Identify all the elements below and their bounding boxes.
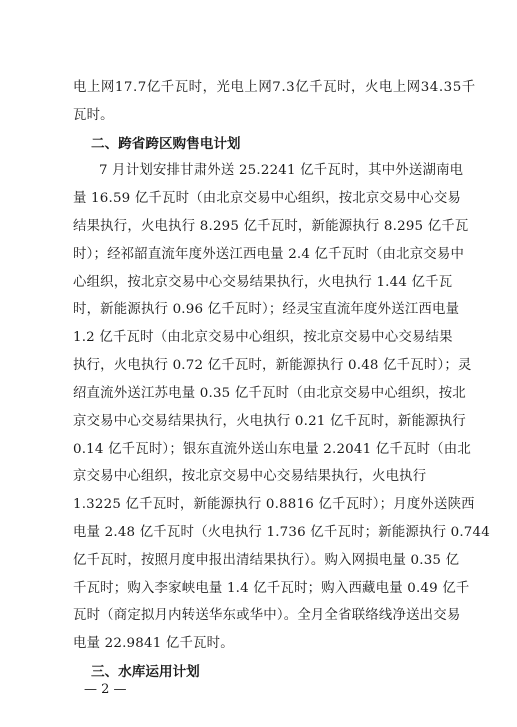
- page-number: — 2 —: [84, 682, 127, 697]
- body-text-line: 时）；经祁韶直流年度外送江西电量 2.4 亿千瓦时（由北京交易中: [73, 247, 465, 262]
- body-text-line: 电量 2.48 亿千瓦时（火电执行 1.736 亿千瓦时；新能源执行 0.744: [73, 525, 490, 540]
- body-text-line: 瓦时。: [73, 108, 114, 123]
- body-text-line: 千瓦时；购入李家峡电量 1.4 亿千瓦时；购入西藏电量 0.49 亿千: [73, 581, 470, 596]
- body-text-line: 1.2 亿千瓦时（由北京交易中心组织，按北京交易中心交易结果: [73, 330, 453, 345]
- body-text-line: 量 16.59 亿千瓦时（由北京交易中心组织，按北京交易中心交易: [73, 191, 462, 206]
- body-text-line: 时，新能源执行 0.96 亿千瓦时）；经灵宝直流年度外送江西电量: [73, 302, 460, 317]
- body-text-line: 7 月计划安排甘肃外送 25.2241 亿千瓦时，其中外送湖南电: [99, 163, 464, 178]
- body-text-line: 结果执行，火电执行 8.295 亿千瓦时，新能源执行 8.295 亿千瓦: [73, 219, 469, 234]
- body-text-line: 电量 22.9841 亿千瓦时。: [73, 636, 234, 651]
- body-text-line: 绍直流外送江苏电量 0.35 亿千瓦时（由北京交易中心组织，按北: [73, 386, 466, 401]
- body-text-line: 执行，火电执行 0.72 亿千瓦时，新能源执行 0.48 亿千瓦时）；灵: [73, 358, 472, 373]
- section-heading: 三、水库运用计划: [91, 664, 200, 680]
- body-text-line: 电上网17.7亿千瓦时，光电上网7.3亿千瓦时，火电上网34.35千: [73, 80, 476, 95]
- body-text-line: 1.3225 亿千瓦时，新能源执行 0.8816 亿千瓦时）；月度外送陕西: [73, 497, 475, 512]
- body-text-line: 京交易中心交易结果执行，火电执行 0.21 亿千瓦时，新能源执行: [73, 414, 466, 429]
- body-text-line: 京交易中心组织，按北京交易中心交易结果执行，火电执行: [73, 469, 427, 484]
- body-text-line: 亿千瓦时，按照月度申报出清结果执行）。购入网损电量 0.35 亿: [73, 553, 460, 568]
- body-text-line: 心组织，按北京交易中心交易结果执行，火电执行 1.44 亿千瓦: [73, 275, 453, 290]
- section-heading: 二、跨省跨区购售电计划: [91, 136, 241, 152]
- body-text-line: 0.14 亿千瓦时）；银东直流外送山东电量 2.2041 亿千瓦时（由北: [73, 442, 471, 457]
- body-text-line: 瓦时（商定拟月内转送华东或华中）。全月全省联络线净送出交易: [73, 608, 461, 623]
